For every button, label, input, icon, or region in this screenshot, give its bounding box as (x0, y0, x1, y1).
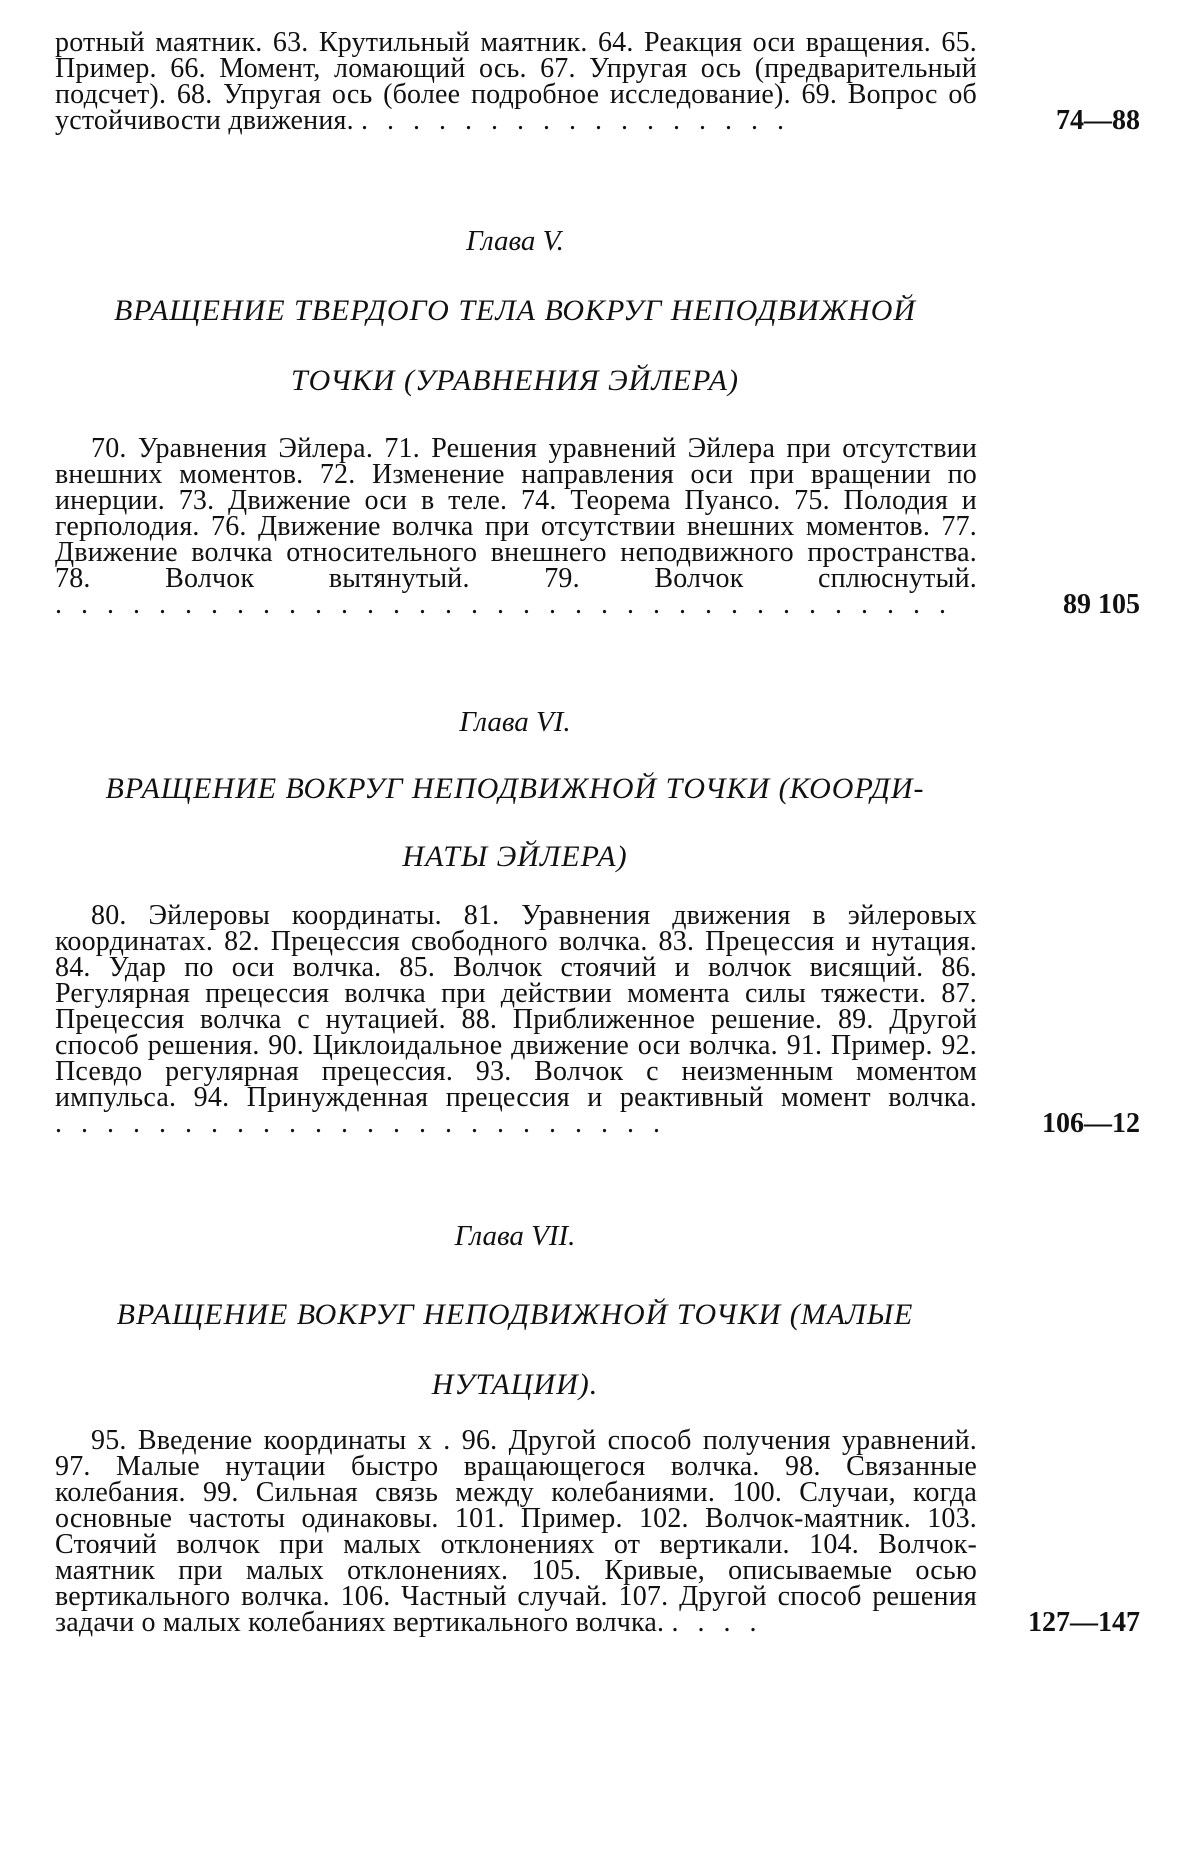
toc-entry-chapter-6 (55, 900, 1185, 1139)
chapter-title-line1: ВРАЩЕНИЕ ТВЕРДОГО ТЕЛА ВОКРУГ НЕПОДВИЖНОЙ (113, 294, 917, 327)
toc-entry-text: ротный маятник. 63. Крутильный маятник. 64. Реакция оси вращения. 65. Пример. 66. Момент, ломающий ось. 67. Упругая ось (предварительный подсчет). 68. Упругая ось (более подробное исследование). 69. Вопрос об устойчивости движения. . . . . . . . . . . . . . . . . . (55, 27, 977, 136)
chapter-label: Глава VII. (454, 1220, 576, 1252)
chapter-title-line2: ТОЧКИ (УРАВНЕНИЯ ЭЙЛЕРА) (291, 364, 739, 397)
toc-entry-chapter-7 (55, 1425, 1185, 1638)
chapter-title-line2: НАТЫ ЭЙЛЕРА) (402, 840, 628, 873)
page-range: 74—88 (1056, 105, 1140, 136)
chapter-title-line1: ВРАЩЕНИЕ ВОКРУГ НЕПОДВИЖНОЙ ТОЧКИ (МАЛЫЕ (116, 1298, 914, 1331)
toc-entry-text: 80. Эйлеровы координаты. 81. Уравнения движения в эйлеровых координатах. 82. Прецессия свободного волчка. 83. Прецессия и нутация. 84. Удар по оси волчка. 85. Волчок стоячий и волчок висящий. 86. Регулярная прецессия волчка при действии момента силы тяжести. 87. Прецессия волчка с нутацией. 88. Приближенное решение. 89. Другой способ решения. 90. Циклоидальное движение оси волчка. 91. Пример. 92. Псевдо регулярная прецессия. 93. Волчок с неизменным моментом импульса. 94. Принужденная прецессия и реактивный момент волчка. . . . . . . . . . . . . . . . . . . . . . . . . (55, 900, 977, 1139)
page-range: 106—12 (1042, 1108, 1140, 1139)
chapter-label: Глава VI. (459, 706, 571, 738)
dot-leader: . . . . (671, 1607, 763, 1638)
dot-leader: . . . . . . . . . . . . . . . . . (361, 105, 791, 136)
chapter-title-line1: ВРАЩЕНИЕ ВОКРУГ НЕПОДВИЖНОЙ ТОЧКИ (КООРДИ- (105, 772, 925, 805)
toc-entry-top (55, 27, 1185, 136)
dot-leader: . . . . . . . . . . . . . . . . . . . . . . . . . . . . . . . . . . . (55, 589, 952, 620)
toc-entry-text: 95. Введение координаты x . 96. Другой способ получения уравнений. 97. Малые нутации быстро вращающегося волчка. 98. Связанные колебания. 99. Сильная связь между колебаниями. 100. Случаи, когда основные частоты одинаковы. 101. Пример. 102. Волчок-маятник. 103. Стоячий волчок при малых отклонениях от вертикали. 104. Волчок-маятник при малых отклонениях. 105. Кривые, описываемые осью вертикального волчка. 106. Частный случай. 107. Другой способ решения задачи о малых колебаниях вертикального волчка. . . . . (55, 1425, 977, 1638)
chapter-label: Глава V. (466, 225, 564, 257)
page-range: 127—147 (1028, 1607, 1140, 1638)
chapter-title-line2: НУТАЦИИ). (431, 1368, 599, 1401)
dot-leader: . . . . . . . . . . . . . . . . . . . . . . . . (55, 1108, 666, 1139)
toc-entry-text: 70. Уравнения Эйлера. 71. Решения уравнений Эйлера при отсутствии внешних моментов. 72. Изменение направления оси при вращении по инерции. 73. Движение оси в теле. 74. Теорема Пуансо. 75. Полодия и герполодия. 76. Движение волчка при отсутствии внешних моментов. 77. Движение волчка относительного внешнего неподвижного пространства. 78. Волчок вытянутый. 79. Волчок сплюснутый. . . . . . . . . . . . . . . . . . . . . . . . . . . . . . . . . . . . (55, 433, 977, 620)
toc-entry-chapter-5 (55, 433, 1185, 620)
page-range: 89 105 (1063, 589, 1140, 620)
